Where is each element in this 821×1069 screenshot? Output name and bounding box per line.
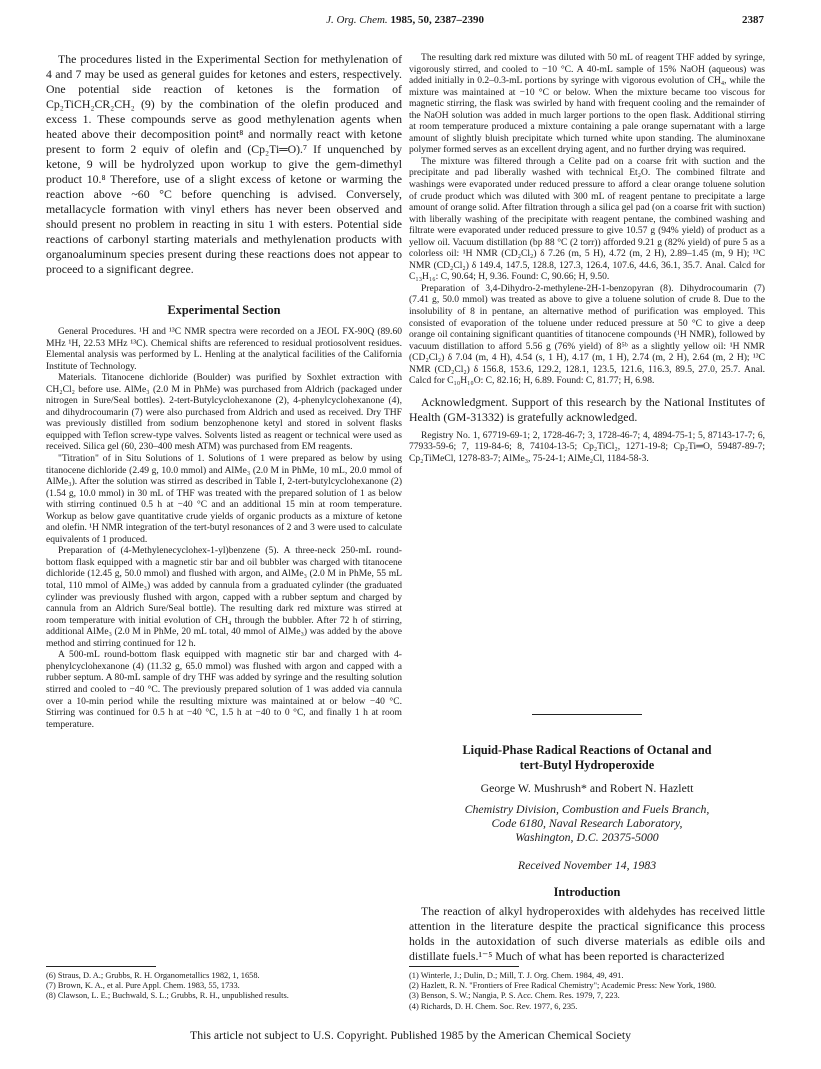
right-column [409, 52, 765, 465]
received-date: Received November 14, 1983 [517, 858, 657, 872]
footnote: (8) Clawson, L. E.; Buchwald, S. L.; Grubbs, R. H., unpublished results. [46, 991, 289, 1001]
article-affiliation [409, 802, 765, 844]
footnote-rule [409, 966, 519, 967]
affiliation-line: Chemistry Division, Combustion and Fuels Branch, [464, 802, 710, 816]
flask500-paragraph: A 500-mL round-bottom flask equipped with magnetic stir bar and charged with 4-phenylcyclohexanone (4) (11.32 g, 65.0 mmol) was flushed with argon and capped with a rubber septum. A 80-mL sample of dry THF was added by syringe and the resulting solution stirred and cooled to −40 °C. The previously prepared solution of 1 was added via cannula over a 10-min period while the resulting mixture was maintained at or below −40 °C. Stirring was continued for 0.5 h at −40 °C, 1.5 h at −40 to 0 °C, and finally 1 h at room temperature. [46, 649, 402, 730]
registry-paragraph: Registry No. 1, 67719-69-1; 2, 1728-46-7; 3, 1728-46-7; 4, 4894-75-1; 5, 87143-17-7; 6, 77933-59-6; 7, 119-84-6; 8, 74104-13-5; Cp₂TiCl₂, 1271-19-8; Cp₂Ti═O, 59487-89-7; Cp₂TiMeCl, 1278-83-7; AlMe₃, 75-24-1; AlMe₂Cl, 1184-58-3. [409, 429, 765, 464]
footnote: (6) Straus, D. A.; Grubbs, R. H. Organometallics 1982, 1, 1658. [46, 971, 260, 980]
page-number: 2387 [742, 14, 764, 26]
journal-volume-info: 1985, 50, 2387–2390 [390, 14, 484, 26]
article-authors: George W. Mushrush* and Robert N. Hazlett [480, 781, 694, 795]
left-column [46, 52, 402, 730]
left-footnotes [46, 966, 402, 1002]
titration-paragraph: "Titration" of in Situ Solutions of 1. Solutions of 1 were prepared as below by using titanocene dichloride (2.49 g, 10.0 mmol) and AlMe₃ (2.0 M in PhMe, 10 mL, 20.0 mmol of AlMe₃). After the solution was stirred as described in Table I, 2-tert-butylcyclohexanone (2) (1.54 g, 10.0 mmol) in 30 mL of THF was treated with the prepared solution of 1 as below with stirring continued 0.5 h at −40 °C and an additional 15 min at room temperature. Workup as below gave quantitative crude yields of organic products as a mixture of ketone and olefin. ¹H NMR integration of the tert-butyl resonances of 2 and 3 were used to calculate equivalents of 1 produced. [46, 453, 402, 545]
materials-paragraph: Materials. Titanocene dichloride (Boulder) was purified by Soxhlet extraction with CH₂Cl₂ before use. AlMe₃ (2.0 M in PhMe) was purchased from Aldrich (packaged under nitrogen in Sure/Seal bottles). 2-tert-Butylcyclohexanone (2), 4-phenylcyclohexanone (4), and dihydrocoumarin (7) were also purchased from Aldrich and used as received. Dry THF was previously distilled from sodium benzophenone ketyl and stored in solvent flasks equipped with Teflon screw-type valves. Solvents listed as reagent or technical were used as received. Silica gel (60, 230–400 mesh ATM) was purchased from EM reagents. [46, 372, 402, 453]
footnote: (1) Winterle, J.; Dulin, D.; Mill, T. J. Org. Chem. 1984, 49, 491. [409, 971, 624, 980]
journal-name: J. Org. Chem. [326, 14, 388, 26]
footnote: (3) Benson, S. W.; Nangia, P. S. Acc. Chem. Res. 1979, 7, 223. [409, 991, 620, 1001]
running-header [46, 14, 764, 30]
general-procedures-paragraph: General Procedures. ¹H and ¹³C NMR spectra were recorded on a JEOL FX-90Q (89.60 MHz ¹H, 22.53 MHz ¹³C). Chemical shifts are referenced to residual protiosolvent residues. Elemental analysis was performed by L. Henling at the analytical facilities of the California Institute of Technology. [46, 326, 402, 372]
footnote: (4) Richards, D. H. Chem. Soc. Rev. 1977, 6, 235. [409, 1001, 578, 1011]
right-footnotes [409, 966, 765, 1012]
article-title-line: tert-Butyl Hydroperoxide [519, 758, 655, 772]
prep8-paragraph: Preparation of 3,4-Dihydro-2-methylene-2H-1-benzopyran (8). Dihydrocoumarin (7) (7.41 g, 50.0 mmol) was treated as above to give a toluene solution of crude 8. Due to the insolubility of 8 in pentane, an alternative method of purification was employed. This consisted of evaporation of the toluene under reduced pressure at 50 °C to give a deep orange oil containing significant quantities of titanocene compounds (¹H NMR), followed by vacuum distillation to afford 5.56 g (76% yield) of 8⁵ᵇ as a slightly yellow oil: ¹H NMR (CD₂Cl₂) δ 7.04 (m, 4 H), 4.54 (s, 1 H), 4.17 (m, 1 H), 2.74 (m, 2 H), 2.64 (m, 2 H); ¹³C NMR (CD₂Cl₂) δ 156.8, 153.6, 129.2, 128.1, 123.5, 121.6, 116.3, 89.5, 27.0, 25.7. Anal. Calcd for C₁₀H₁₀O: C, 82.16; H, 6.89. Found: C, 81.77; H, 6.98. [409, 282, 765, 387]
intro-paragraph: The procedures listed in the Experimental Section for methylenation of 4 and 7 may be used as general guides for ketones and esters, respectively. One potential side reaction of ketones is the formation of Cp₂TiCH₂CR₂CH₂ (9) by the combination of the olefin produced and excess 1. These compounds serve as good methylenation agents when heated above their decomposition point⁸ and normally react with ketone present to form 2 equiv of olefin and (Cp₂Ti═O).⁷ If unquenched by ketone, 9 will be hydrolyzed upon workup to give the gem-dimethyl product 10.⁸ Therefore, use of a slight excess of ketone or warming the reaction above ~60 °C before quenching is advised. Conversely, metallacycle formation with vinyl ethers has never been observed and should present no problem in reacting in situ 1 with esters. Potential side reactions of carbonyl starting materials and methylenation products with organoaluminum species present during these reactions does not appear to proceed to a significant degree. [46, 52, 402, 276]
workup-paragraph: The resulting dark red mixture was diluted with 50 mL of reagent THF added by syringe, vigorously stirred, and cooled to −10 °C. A 40-mL sample of 15% NaOH (aqueous) was added initially in 0.2–0.3-mL portions by syringe with vigorous evolution of CH₄, while the mixture was maintained at −10 °C or below. When the mixture became too viscous for magnetic stirring, the flask was swirled by hand with frequent cooling and the remainder of the NaOH solution was added in much larger portions to the open flask. Additional stirring at room temperature produced a mixture containing a pale orange supernatant with a large amount of slightly bluish precipitate which turned white upon standing. The aluminoxane polymer formed serves as an excellent drying agent, and no further drying was required. [409, 52, 765, 156]
footnote: (7) Brown, K. A., et al. Pure Appl. Chem. 1983, 55, 1733. [46, 981, 240, 991]
footnote-rule [46, 966, 156, 967]
footnote: (2) Hazlett, R. N. "Frontiers of Free Radical Chemistry"; Academic Press: New York, 1980. [409, 981, 717, 991]
introduction-heading: Introduction [553, 885, 621, 899]
article-title [409, 743, 765, 773]
affiliation-line: Code 6180, Naval Research Laboratory, [491, 816, 683, 830]
filtration-paragraph: The mixture was filtered through a Celite pad on a coarse frit with suction and the precipitate and pad liberally washed with technical Et₂O. The combined filtrate and washings were evaporated under reduced pressure to afford a clear orange toluene solution of crude product which was diluted with 300 mL of reagent pentane to precipitate a large amount of orange solid. After filtration through a silica gel pad (on a coarse frit with suction) with liberally washing of the precipitate with reagent pentane, the combined washing and filtrate were evaporated under reduced pressure to give 10.57 g (94% yield) of product as a yellow oil. Vacuum distillation (bp 88 °C (2 torr)) afforded 9.21 g (82% yield) of pure 5 as a colorless oil: ¹H NMR (CD₂Cl₂) δ 7.26 (m, 5 H), 4.72 (m, 2 H), 2.89–1.45 (m, 9 H); ¹³C NMR (CD₂Cl₂) δ 149.4, 147.5, 128.8, 127.3, 126.4, 107.6, 44.6, 36.1, 35.7. Anal. Calcd for C₁₃H₁₆: C, 90.64; H, 9.36. Found: C, 90.66; H, 9.50. [409, 155, 765, 283]
right-footnote-list [409, 971, 765, 1012]
copyright-footer: This article not subject to U.S. Copyright. Published 1985 by the American Chemical Society [189, 1028, 631, 1042]
introduction-paragraph: The reaction of alkyl hydroperoxides with aldehydes has received little attention in the literature despite the practical significance this process holds in the autoxidation of such diverse materials as edible oils and distillate fuels.¹⁻⁵ Much of what has been reported is characterized [409, 904, 765, 963]
affiliation-line: Washington, D.C. 20375-5000 [515, 830, 659, 844]
acknowledgment-paragraph: Acknowledgment. Support of this research by the National Institutes of Health (GM-31332) is gratefully acknowledged. [409, 394, 765, 424]
prep5-paragraph: Preparation of (4-Methylenecyclohex-1-yl)benzene (5). A three-neck 250-mL round-bottom flask equipped with a magnetic stir bar and oil bubbler was charged with titanocene dichloride (12.45 g, 50.0 mmol) and flushed with argon, and AlMe₃ (2.0 M in PhMe, 55 mL total, 110 mmol of AlMe₃) was added by cannula from a graduated cylinder (the graduated cylinder was previously flushed with argon, capped with a rubber septum and charged by cannula from an Aldrich Sure/Seal bottle). The resulting dark red mixture was stirred at room temperature with initial evolution of CH₄ through the bubbler. After 72 h of stirring, additional AlMe₃ (2.0 M in PhMe, 20 mL total, 40 mmol of AlMe₃) was added by the above method and stirring continued for 12 h. [46, 545, 402, 649]
journal-citation [46, 14, 764, 26]
experimental-heading: Experimental Section [167, 303, 281, 317]
left-footnote-list [46, 971, 402, 1002]
new-article [409, 714, 765, 964]
article-title-line: Liquid-Phase Radical Reactions of Octanal and [462, 743, 712, 757]
